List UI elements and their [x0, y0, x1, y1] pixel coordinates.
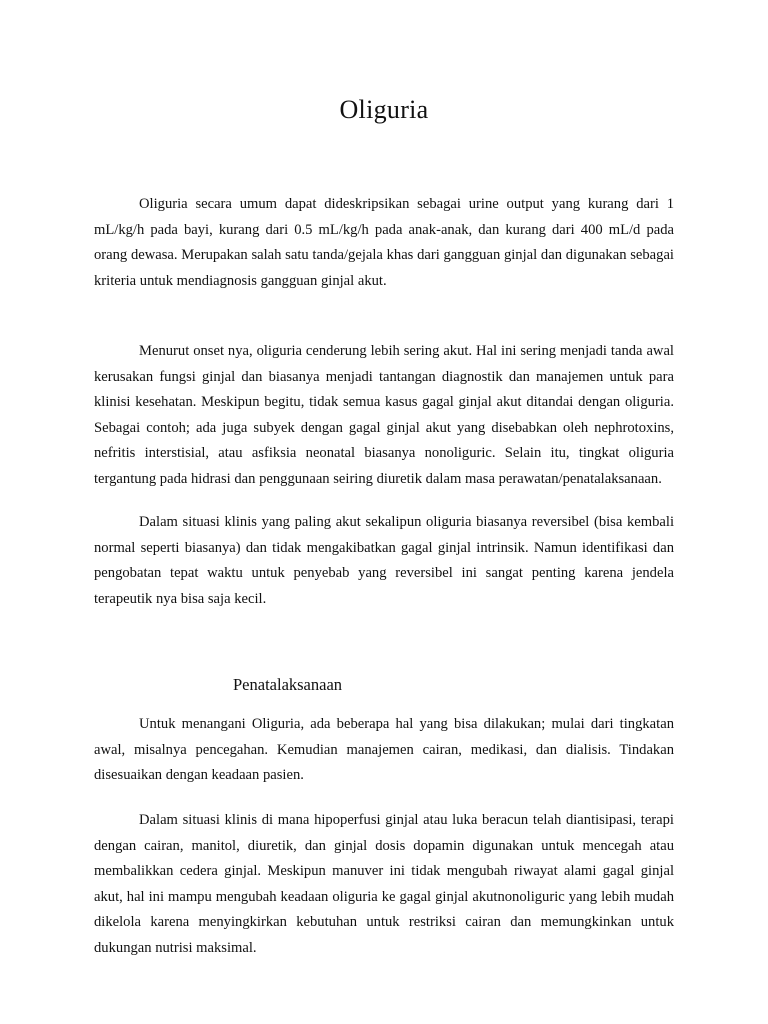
paragraph-treatment-overview: Untuk menangani Oliguria, ada beberapa hal yang bisa dilakukan; mulai dari tingkatan awal, misalnya pencegahan. Kemudian manajemen cairan, medikasi, dan dialisis. Tindakan disesuaikan dengan keadaan pasien. — [94, 716, 674, 784]
section-heading: Penatalaksanaan — [233, 675, 343, 694]
paragraph-reversibility: Dalam situasi klinis yang paling akut sekalipun oliguria biasanya reversibel (bisa kembali normal seperti biasanya) dan tidak mengakibatkan gagal ginjal intrinsik. Namun identifikasi dan pengobatan tepat waktu untuk penyebab yang reversibel ini sangat penting karena jendela terapeutik nya bisa saja kecil. — [94, 514, 674, 607]
paragraph-definition: Oliguria secara umum dapat dideskripsikan sebagai urine output yang kurang dari 1 mL/kg/h pada bayi, kurang dari 0.5 mL/kg/h pada anak-anak, dan kurang dari 400 mL/d pada orang dewasa. Merupakan salah satu tanda/gejala khas dari gangguan ginjal dan digunakan sebagai kriteria untuk mendiagnosis gangguan ginjal akut. — [94, 196, 674, 289]
paragraph-treatment-detail: Dalam situasi klinis di mana hipoperfusi ginjal atau luka beracun telah diantisipasi, terapi dengan cairan, manitol, diuretik, dan ginjal dosis dopamin digunakan untuk mencegah atau membalikkan cedera ginjal. Meskipun manuver ini tidak mengubah riwayat alami gagal ginjal akut, hal ini mampu mengubah keadaan oliguria ke gagal ginjal akutnonoliguric yang lebih mudah dikelola karena menyingkirkan kebutuhan untuk restriksi cairan dan memungkinkan untuk dukungan nutrisi maksimal. — [94, 812, 674, 956]
page-title: Oliguria — [339, 95, 429, 124]
paragraph-onset: Menurut onset nya, oliguria cenderung lebih sering akut. Hal ini sering menjadi tanda awal kerusakan fungsi ginjal dan biasanya menjadi tantangan diagnostik dan manajemen untuk para klinisi kesehatan. Meskipun begitu, tidak semua kasus gagal ginjal akut ditandai dengan oliguria. Sebagai contoh; ada juga subyek dengan gagal ginjal akut yang disebabkan oleh nephrotoxins, nefritis interstisial, atau asfiksia neonatal biasanya nonoliguric. Selain itu, tingkat oliguria tergantung pada hidrasi dan penggunaan seiring diuretik dalam masa perawatan/penatalaksanaan. — [94, 343, 674, 487]
